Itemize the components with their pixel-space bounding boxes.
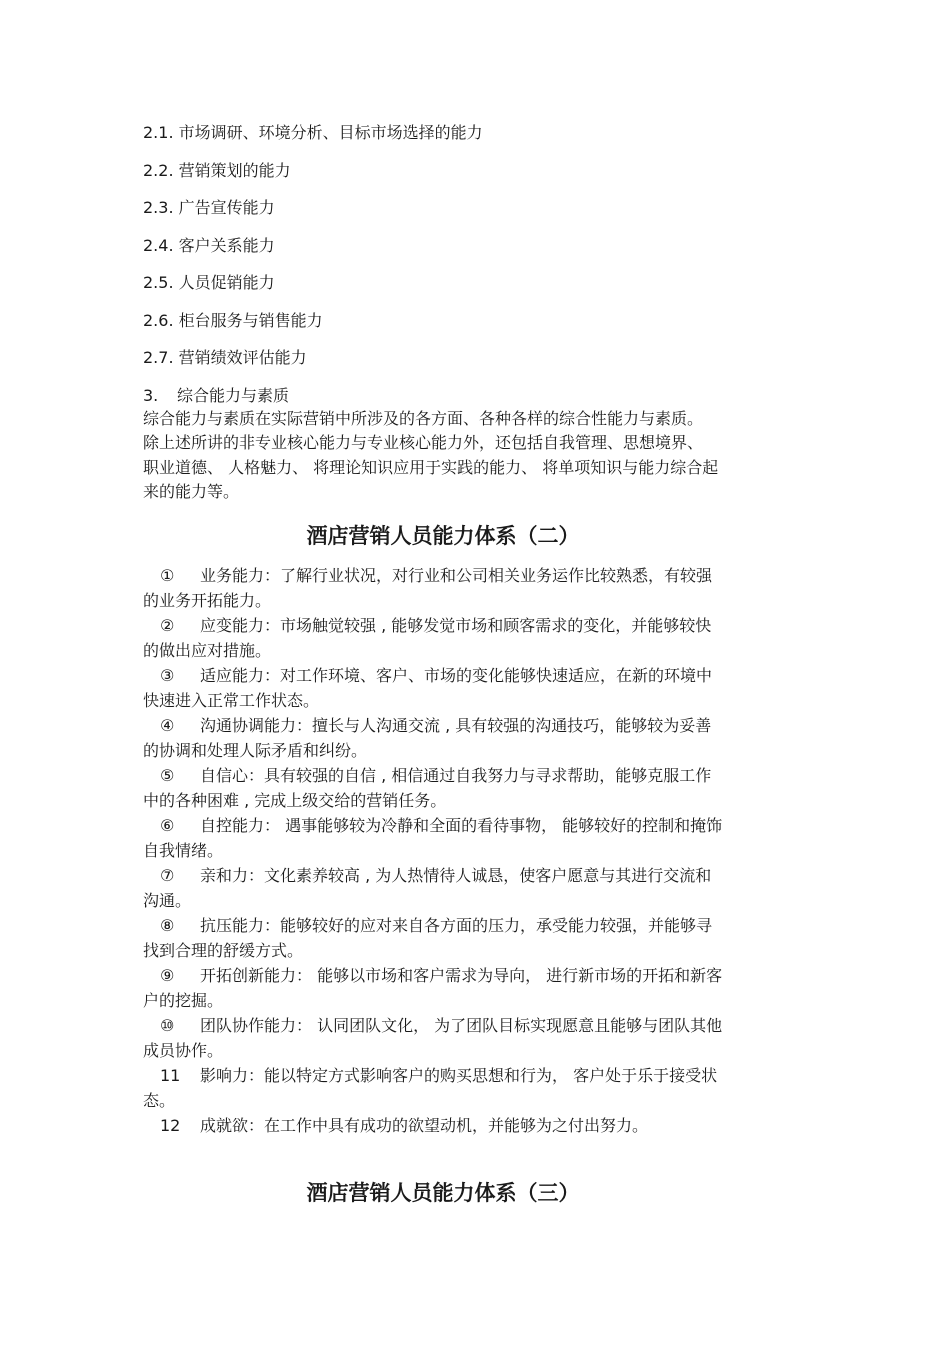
section-title-2: 酒店营销人员能力体系（二） [306, 522, 580, 548]
section-3-heading [143, 385, 803, 407]
ability-line: 开拓创新能力： 能够以市场和客户需求为导向， 进行新市场的开拓和新客 [200, 965, 723, 985]
paragraph-line: 职业道德、 人格魅力、 将理论知识应用于实践的能力、 将单项知识与能力综合起 [143, 457, 719, 477]
ability-line: 自我情绪。 [143, 840, 224, 860]
ability-line: 抗压能力：能够较好的应对来自各方面的压力，承受能力较强，并能够寻 [200, 915, 713, 935]
ability-line: 户的挖掘。 [143, 990, 224, 1010]
ability-line: 成员协作。 [143, 1040, 224, 1060]
sub-item: 2.5. 人员促销能力 [143, 273, 275, 292]
ability-item [143, 613, 803, 663]
item-marker: ④ [160, 715, 175, 735]
section-3-paragraph [143, 407, 803, 505]
ability-item [143, 863, 803, 913]
ability-item [143, 763, 803, 813]
ability-line: 业务能力：了解行业状况，对行业和公司相关业务运作比较熟悉，有较强 [200, 565, 713, 585]
ability-list [143, 563, 803, 1138]
ability-item [143, 913, 803, 963]
item-marker: ⑧ [160, 915, 175, 935]
ability-line: 亲和力：文化素养较高 , 为人热情待人诚恳，使客户愿意与其进行交流和 [200, 865, 712, 885]
sub-item: 2.3. 广告宣传能力 [143, 198, 275, 217]
item-marker: ⑥ [160, 815, 175, 835]
item-marker: ③ [160, 665, 175, 685]
ability-line: 适应能力：对工作环境、客户、市场的变化能够快速适应，在新的环境中 [200, 665, 713, 685]
sub-item-list [143, 122, 803, 369]
item-marker: 12 [160, 1115, 181, 1135]
ability-line: 中的各种困难 , 完成上级交给的营销任务。 [143, 790, 447, 810]
ability-line: 的做出应对措施。 [143, 640, 272, 660]
ability-line: 的协调和处理人际矛盾和纠纷。 [143, 740, 368, 760]
ability-item [143, 663, 803, 713]
ability-item [143, 813, 803, 863]
ability-item [143, 1013, 803, 1063]
ability-line: 的业务开拓能力。 [143, 590, 272, 610]
item-marker: ⑤ [160, 765, 175, 785]
item-marker: ⑦ [160, 865, 175, 885]
ability-line: 沟通协调能力：擅长与人沟通交流 , 具有较强的沟通技巧，能够较为妥善 [200, 715, 712, 735]
ability-item [143, 963, 803, 1013]
sub-item: 2.6. 柜台服务与销售能力 [143, 310, 323, 330]
sub-item: 2.1. 市场调研、环境分析、目标市场选择的能力 [143, 123, 483, 142]
paragraph-line: 来的能力等。 [143, 482, 240, 501]
ability-item [143, 713, 803, 763]
document-content [143, 122, 803, 1208]
ability-line: 自控能力： 遇事能够较为冷静和全面的看待事物， 能够较好的控制和掩饰 [200, 815, 723, 835]
sub-item: 2.7. 营销绩效评估能力 [143, 348, 307, 367]
ability-line: 态。 [143, 1090, 176, 1110]
item-marker: ⑨ [160, 965, 175, 985]
ability-line: 快速进入正常工作状态。 [143, 690, 320, 710]
paragraph-line: 除上述所讲的非专业核心能力与专业核心能力外，还包括自我管理、思想境界、 [143, 433, 704, 452]
item-marker: ⑩ [160, 1015, 175, 1035]
ability-line: 找到合理的舒缓方式。 [143, 940, 304, 960]
ability-line: 自信心：具有较强的自信 , 相信通过自我努力与寻求帮助，能够克服工作 [200, 765, 712, 785]
ability-line: 应变能力：市场触觉较强 , 能够发觉市场和顾客需求的变化，并能够较快 [200, 615, 712, 635]
ability-item [143, 1113, 803, 1138]
sub-item: 2.4. 客户关系能力 [143, 235, 275, 255]
ability-line: 沟通。 [143, 890, 192, 910]
sub-item: 2.2. 营销策划的能力 [143, 160, 291, 180]
section-title-3: 酒店营销人员能力体系（三） [306, 1179, 580, 1205]
ability-line: 影响力：能以特定方式影响客户的购买思想和行为， 客户处于乐于接受状 [200, 1065, 718, 1085]
item-marker: ② [160, 615, 175, 635]
ability-line: 团队协作能力： 认同团队文化， 为了团队目标实现愿意且能够与团队其他 [200, 1015, 723, 1035]
ability-item [143, 563, 803, 613]
section-heading-text: 综合能力与素质 [177, 385, 290, 405]
paragraph-line: 综合能力与素质在实际营销中所涉及的各方面、各种各样的综合性能力与素质。 [143, 408, 704, 428]
section-number: 3. [143, 385, 159, 405]
item-marker: 11 [160, 1065, 181, 1085]
item-marker: ① [160, 565, 175, 585]
ability-item [143, 1063, 803, 1113]
ability-line: 成就欲：在工作中具有成功的欲望动机，并能够为之付出努力。 [200, 1115, 649, 1135]
